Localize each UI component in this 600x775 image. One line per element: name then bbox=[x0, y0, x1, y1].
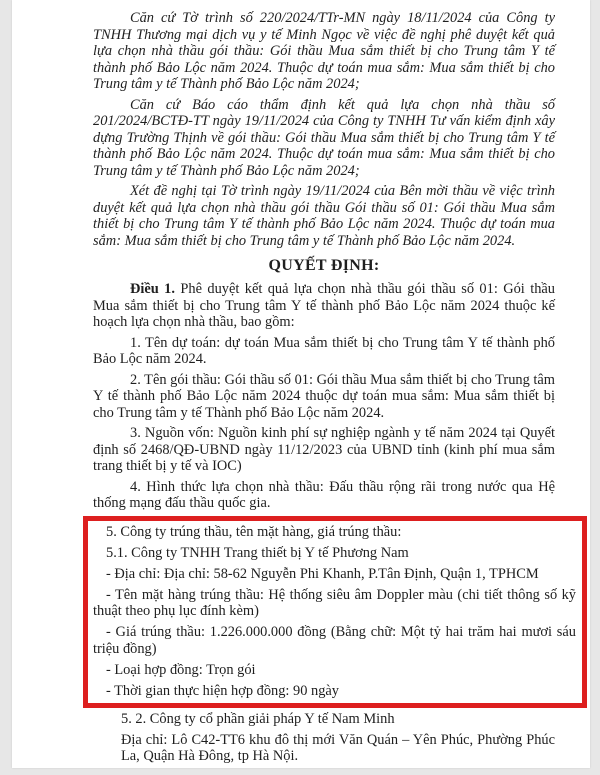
item-5-1-contract-duration: - Thời gian thực hiện hợp đồng: 90 ngày bbox=[106, 682, 339, 699]
item-5-1-contract-type: - Loại hợp đồng: Trọn gói bbox=[106, 661, 256, 678]
item-5-winner-header: 5. Công ty trúng thầu, tên mặt hàng, giá trúng thầu: bbox=[106, 523, 402, 540]
document-content bbox=[12, 0, 590, 769]
decision-heading: QUYẾT ĐỊNH: bbox=[268, 257, 380, 274]
article-1-paragraph bbox=[93, 281, 555, 331]
item-5-2-company-name: 5. 2. Công ty cổ phần giải pháp Y tế Nam Minh bbox=[121, 711, 395, 727]
recital-paragraph-2: Căn cứ Báo cáo thẩm định kết quả lựa chọn nhà thầu số 201/2024/BCTĐ-TT ngày 19/11/2024 của Công ty TNHH Tư vấn kiểm định xây dựng Trường Thịnh về gói thầu: Gói thầu Mua sắm thiết bị cho Trung tâm Y tế thành phố Bảo Lộc năm 2024. Thuộc dự toán mua sắm: Mua sắm thiết bị cho Trung tâm y tế Thành phố Bảo Lộc năm 2024; bbox=[93, 96, 555, 179]
recital-paragraph-3: Xét đề nghị tại Tờ trình ngày 19/11/2024 của Bên mời thầu về việc trình duyệt kết quả lựa chọn nhà thầu gói thầu Gói thầu số 01: Gói thầu Mua sắm thiết bị cho Trung tâm Y tế thành phố Bảo Lộc năm 2024. Thuộc dự toán mua sắm: Mua sắm thiết bị cho Trung tâm y tế Thành phố Bảo Lộc năm 2024. bbox=[93, 183, 555, 249]
recital-paragraph-1: Căn cứ Tờ trình số 220/2024/TTr-MN ngày 18/11/2024 của Công ty TNHH Thương mại dịch vụ y tế Minh Ngọc về việc đề nghị phê duyệt kết quả lựa chọn nhà thầu gói thầu: Gói thầu Mua sắm thiết bị cho Trung tâm Y tế thành phố Bảo Lộc năm 2024. Thuộc dự toán mua sắm: Mua sắm thiết bị cho Trung tâm y tế Thành phố Bảo Lộc năm 2024; bbox=[93, 10, 555, 92]
item-1-estimate-name: 1. Tên dự toán: dự toán Mua sắm thiết bị cho Trung tâm Y tế thành phố Bảo Lộc năm 2024. bbox=[93, 334, 555, 367]
item-5-1-product: - Tên mặt hàng trúng thầu: Hệ thống siêu âm Doppler màu (chi tiết thông số kỹ thuật theo phụ lục đính kèm) bbox=[93, 586, 576, 619]
highlight-annotation-box bbox=[83, 516, 587, 709]
item-2-package-name: 2. Tên gói thầu: Gói thầu số 01: Gói thầu Mua sắm thiết bị cho Trung tâm Y tế thành phố Bảo Lộc năm 2024 thuộc dự toán mua sắm: Mua sắm thiết bị cho Trung tâm y tế Thành phố Bảo Lộc năm 2024. bbox=[93, 371, 555, 421]
document-page bbox=[12, 0, 590, 768]
item-5-1-winning-price: - Giá trúng thầu: 1.226.000.000 đồng (Bằng chữ: Một tỷ hai trăm hai mươi sáu triệu đồng) bbox=[93, 624, 576, 657]
item-3-funding-source: 3. Nguồn vốn: Nguồn kinh phí sự nghiệp ngành y tế năm 2024 tại Quyết định số 2468/QĐ-UBND ngày 11/12/2023 của UBND tỉnh (kinh phí mua sắm trang thiết bị y tế và IOC) bbox=[93, 425, 555, 474]
article-1-text: Phê duyệt kết quả lựa chọn nhà thầu gói thầu số 01: Gói thầu Mua sắm thiết bị cho Trung tâm Y tế thành phố Bảo Lộc năm 2024 thuộc kế hoạch lựa chọn nhà thầu, bao gồm: bbox=[93, 281, 555, 330]
item-4-selection-method: 4. Hình thức lựa chọn nhà thầu: Đấu thầu rộng rãi trong nước qua Hệ thống mạng đấu thầu quốc gia. bbox=[93, 478, 555, 511]
item-5-1-company-name: 5.1. Công ty TNHH Trang thiết bị Y tế Phương Nam bbox=[106, 544, 409, 561]
item-5-1-address: - Địa chỉ: Địa chỉ: 58-62 Nguyễn Phi Khanh, P.Tân Định, Quận 1, TPHCM bbox=[106, 565, 539, 582]
item-5-2-address: Địa chỉ: Lô C42-TT6 khu đô thị mới Văn Quán – Yên Phúc, Phường Phúc La, Quận Hà Đông, tp Hà Nội. bbox=[121, 731, 555, 764]
article-1-label: Điều 1. bbox=[130, 281, 175, 297]
